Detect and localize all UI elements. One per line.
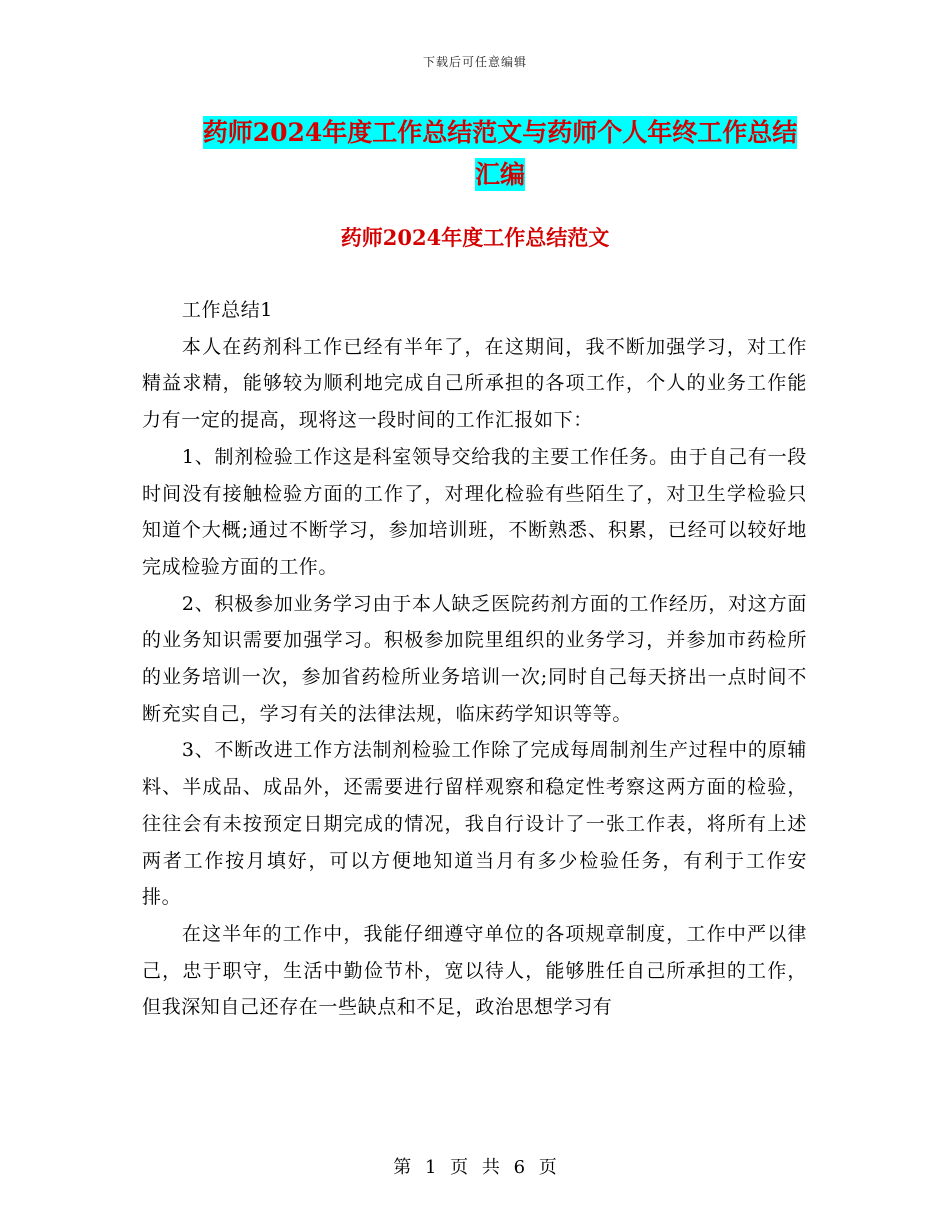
document-title — [140, 112, 860, 196]
paragraph: 本人在药剂科工作已经有半年了，在这期间，我不断加强学习，对工作精益求精，能够较为顺利地完成自己所承担的各项工作，个人的业务工作能力有一定的提高，现将这一段时间的工作汇报如下： — [142, 335, 807, 432]
paragraph-heading: 工作总结1 — [181, 299, 273, 321]
paragraph: 2、积极参加业务学习由于本人缺乏医院药剂方面的工作经历，对这方面的业务知识需要加强学习。积极参加院里组织的业务学习，并参加市药检所的业务培训一次，参加省药检所业务培训一次;同时自己每天挤出一点时间不断充实自己，学习有关的法律法规，临床药学知识等等。 — [142, 592, 807, 725]
paragraph: 3、不断改进工作方法制剂检验工作除了完成每周制剂生产过程中的原辅料、半成品、成品外，还需要进行留样观察和稳定性考察这两方面的检验，往往会有未按预定日期完成的情况，我自行设计了一张工作表，将所有上述两者工作按月填好，可以方便地知道当月有多少检验任务，有利于工作安排。 — [142, 739, 807, 909]
paragraph: 1、制剂检验工作这是科室领导交给我的主要工作任务。由于自己有一段时间没有接触检验方面的工作了，对理化检验有些陌生了，对卫生学检验只知道个大概;通过不断学习，参加培训班，不断熟悉、积累，已经可以较好地完成检验方面的工作。 — [142, 445, 807, 578]
document-body — [142, 292, 807, 1026]
section-title: 药师2024年度工作总结范文 — [340, 225, 610, 250]
document-title-line1: 药师2024年度工作总结范文与药师个人年终工作总结 — [202, 118, 798, 147]
download-note: 下载后可任意编辑 — [422, 55, 527, 69]
page-number: 第 1 页 共 6 页 — [393, 1157, 557, 1178]
paragraph: 在这半年的工作中，我能仔细遵守单位的各项规章制度，工作中严以律己，忠于职守，生活中勤俭节朴，宽以待人，能够胜任自己所承担的工作，但我深知自己还存在一些缺点和不足，政治思想学习有 — [142, 922, 807, 1019]
document-title-line2: 汇编 — [474, 160, 525, 189]
